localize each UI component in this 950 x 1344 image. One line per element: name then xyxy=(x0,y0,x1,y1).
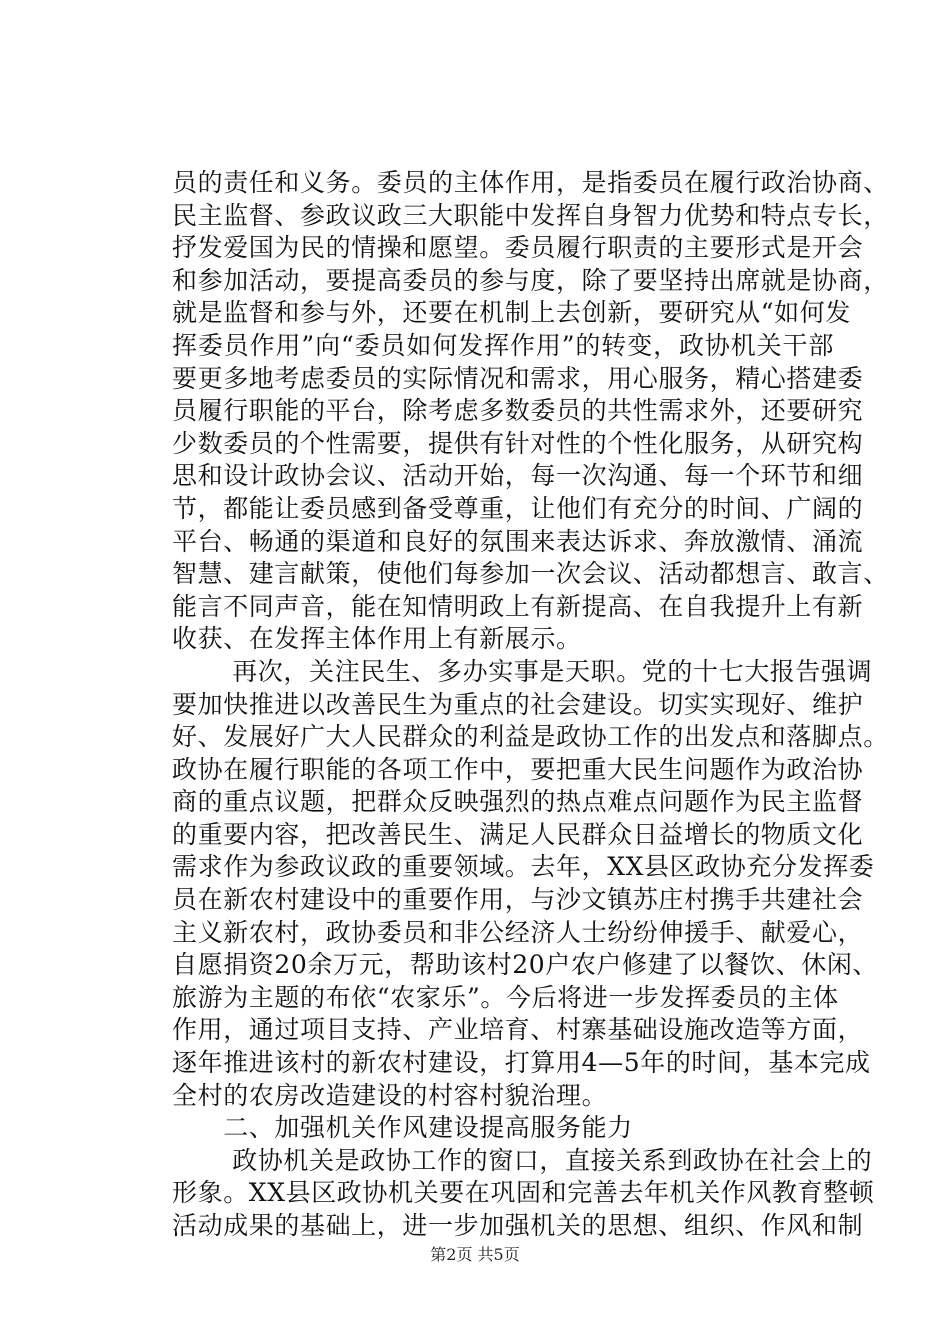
paragraph-first-line: 政协机关是政协工作的窗口，直接关系到政协在社会上的 xyxy=(181,1145,873,1175)
text-line: 平台、畅通的渠道和良好的氛围来表达诉求、奔放激情、涌流 xyxy=(172,526,864,556)
text-line: 要加快推进以改善民生为重点的社会建设。切实实现好、维护 xyxy=(172,689,864,719)
text-line: 员履行职能的平台，除考虑多数委员的共性需求外，还要研究 xyxy=(172,396,864,426)
text-line: 好、发展好广大人民群众的利益是政协工作的出发点和落脚点。 xyxy=(172,722,889,752)
text-line: 需求作为参政议政的重要领域。去年，XX县区政协充分发挥委 xyxy=(172,852,875,882)
text-line: 民主监督、参政议政三大职能中发挥自身智力优势和特点专长， xyxy=(172,200,889,230)
text-line: 智慧、建言献策，使他们每参加一次会议、活动都想言、敢言、 xyxy=(172,559,889,589)
text-line: 少数委员的个性需要，提供有针对性的个性化服务，从研究构 xyxy=(172,428,864,458)
text-line: 和参加活动，要提高委员的参与度，除了要坚持出席就是协商， xyxy=(172,265,889,295)
text-line: 形象。XX县区政协机关要在巩固和完善去年机关作风教育整顿 xyxy=(172,1178,875,1208)
paragraph-first-line: 再次，关注民生、多办实事是天职。党的十七大报告强调 xyxy=(181,656,873,686)
text-line: 主义新农村，政协委员和非公经济人士纷纷伸援手、献爱心， xyxy=(172,917,864,947)
paragraph-end-line: 收获、在发挥主体作用上有新展示。 xyxy=(172,624,582,654)
text-line: 活动成果的基础上，进一步加强机关的思想、组织、作风和制 xyxy=(172,1211,864,1240)
text-line: 能言不同声音，能在知情明政上有新提高、在自我提升上有新 xyxy=(172,591,864,621)
section-heading: 二、加强机关作风建设提高服务能力 xyxy=(172,1113,633,1143)
text-line: 抒发爱国为民的情操和愿望。委员履行职责的主要形式是开会 xyxy=(172,233,864,263)
text-line: 节，都能让委员感到备受尊重，让他们有充分的时间、广阔的 xyxy=(172,493,864,523)
text-line: 作用，通过项目支持、产业培育、村寨基础设施改造等方面， xyxy=(172,1015,864,1045)
text-line: 思和设计政协会议、活动开始，每一次沟通、每一个环节和细 xyxy=(172,461,864,491)
text-line: 挥委员作用”向“委员如何发挥作用”的转变，政协机关干部 xyxy=(172,330,834,360)
page-number: 第2页 共5页 xyxy=(430,1245,520,1264)
document-body xyxy=(172,167,889,1243)
text-line: 逐年推进该村的新农村建设，打算用4—5年的时间，基本完成 xyxy=(172,1048,871,1078)
text-line: 的重要内容，把改善民生、满足人民群众日益增长的物质文化 xyxy=(172,819,864,849)
text-line: 政协在履行职能的各项工作中，要把重大民生问题作为政治协 xyxy=(172,754,864,784)
text-line: 旅游为主题的布依“农家乐”。今后将进一步发挥委员的主体 xyxy=(172,982,839,1012)
text-line: 就是监督和参与外，还要在机制上去创新，要研究从“如何发 xyxy=(172,298,851,328)
text-line: 员在新农村建设中的重要作用，与沙文镇苏庄村携手共建社会 xyxy=(172,885,864,915)
text-line: 员的责任和义务。委员的主体作用，是指委员在履行政治协商、 xyxy=(172,168,889,197)
text-line: 自愿捐资20余万元，帮助该村20户农户修建了以餐饮、休闲、 xyxy=(172,950,879,980)
paragraph-end-line: 全村的农房改造建设的村容村貌治理。 xyxy=(172,1080,608,1110)
text-line: 商的重点议题，把群众反映强烈的热点难点问题作为民主监督 xyxy=(172,787,864,817)
text-line: 要更多地考虑委员的实际情况和需求，用心服务，精心搭建委 xyxy=(172,363,864,393)
